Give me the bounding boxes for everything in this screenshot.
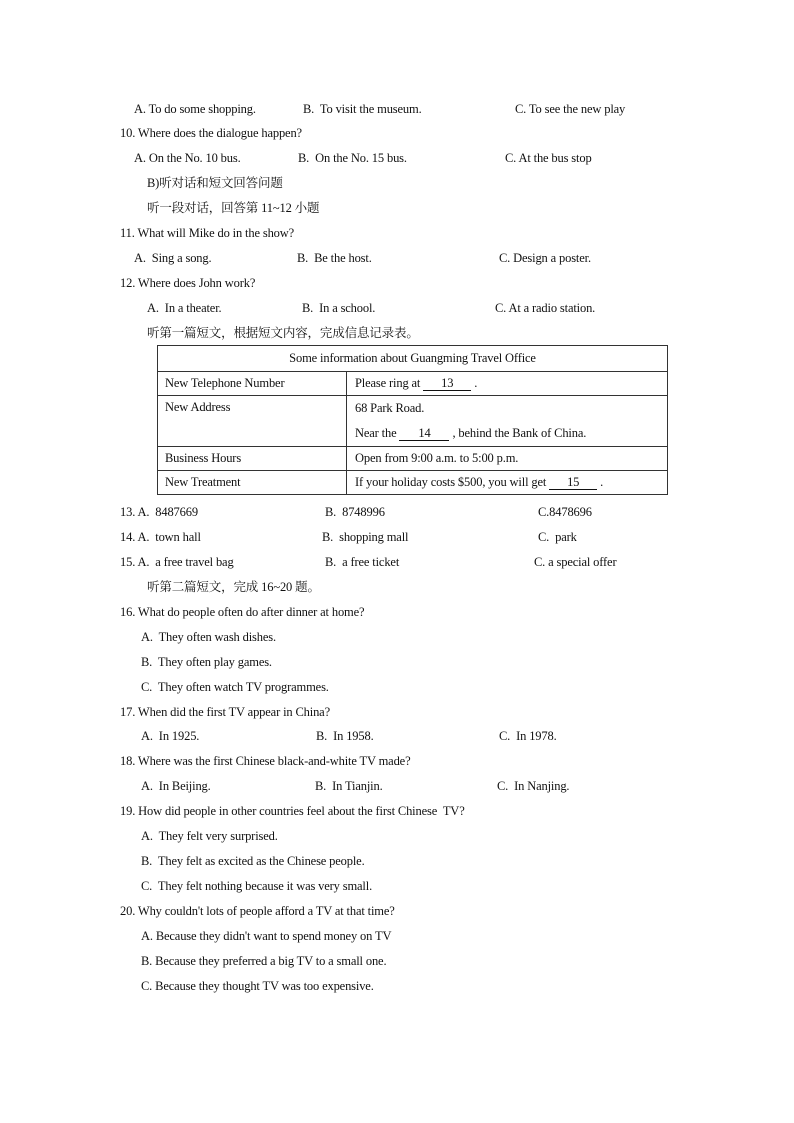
q11-option-a: A. Sing a song. [134, 251, 212, 265]
q12-option-c: C. At a radio station. [495, 301, 596, 315]
blank-15: 15 [549, 476, 597, 490]
q20-question: 20. Why couldn't lots of people afford a TV at that time? [120, 904, 395, 918]
q17-option-c: C. In 1978. [499, 729, 557, 743]
q16-option-c: C. They often watch TV programmes. [141, 680, 329, 694]
q18-option-a: A. In Beijing. [141, 779, 211, 793]
row-value-telephone: Please ring at 13 . [347, 372, 668, 396]
q20-option-c: C. Because they thought TV was too expensive. [141, 979, 374, 993]
q11-question: 11. What will Mike do in the show? [120, 226, 295, 240]
q14-option-b: B. shopping mall [322, 530, 409, 544]
q13-option-b: B. 8748996 [325, 505, 385, 519]
q16-option-b: B. They often play games. [141, 655, 272, 669]
section-b-title: B)听对话和短文回答问题 [147, 176, 283, 190]
q16-option-a: A. They often wash dishes. [141, 630, 276, 644]
q11-option-c: C. Design a poster. [499, 251, 591, 265]
row-value-hours: Open from 9:00 a.m. to 5:00 p.m. [347, 447, 668, 471]
q12-option-a: A. In a theater. [147, 301, 222, 315]
q12-question: 12. Where does John work? [120, 276, 256, 290]
q10-option-b: B. On the No. 15 bus. [298, 151, 407, 165]
q13-option-c: C.8478696 [538, 505, 592, 519]
q20-option-b: B. Because they preferred a big TV to a small one. [141, 954, 387, 968]
q16-question: 16. What do people often do after dinner at home? [120, 605, 365, 619]
q9-option-c: C. To see the new play [515, 102, 626, 116]
passage1-intro: 听第一篇短文，根据短文内容，完成信息记录表。 [147, 326, 419, 340]
row-value-address: 68 Park Road. Near the 14 , behind the Bank of China. [347, 396, 668, 447]
q10-option-a: A. On the No. 10 bus. [134, 151, 241, 165]
dialogue-intro: 听一段对话，回答第 11~12 小题 [147, 201, 320, 215]
q18-option-c: C. In Nanjing. [497, 779, 570, 793]
q15-option-a: 15. A. a free travel bag [120, 555, 234, 569]
q9-option-b: B. To visit the museum. [303, 102, 422, 116]
q17-option-b: B. In 1958. [316, 729, 374, 743]
row-key-address: New Address [158, 396, 347, 447]
q20-option-a: A. Because they didn't want to spend money on TV [141, 929, 392, 943]
passage2-intro: 听第二篇短文，完成 16~20 题。 [147, 580, 320, 594]
q19-option-c: C. They felt nothing because it was very small. [141, 879, 373, 893]
q9-option-a: A. To do some shopping. [134, 102, 256, 116]
row-key-telephone: New Telephone Number [158, 372, 347, 396]
blank-13: 13 [423, 377, 471, 391]
info-table [157, 345, 668, 495]
q15-option-b: B. a free ticket [325, 555, 400, 569]
q14-option-a: 14. A. town hall [120, 530, 201, 544]
q18-option-b: B. In Tianjin. [315, 779, 383, 793]
q19-option-a: A. They felt very surprised. [141, 829, 278, 843]
row-value-treatment: If your holiday costs $500, you will get 15 . [347, 471, 668, 495]
q19-question: 19. How did people in other countries feel about the first Chinese TV? [120, 804, 465, 818]
row-key-hours: Business Hours [158, 447, 347, 471]
q19-option-b: B. They felt as excited as the Chinese people. [141, 854, 365, 868]
q10-option-c: C. At the bus stop [505, 151, 592, 165]
info-table-caption: Some information about Guangming Travel Office [158, 346, 668, 372]
q17-question: 17. When did the first TV appear in China? [120, 705, 330, 719]
row-key-treatment: New Treatment [158, 471, 347, 495]
q17-option-a: A. In 1925. [141, 729, 200, 743]
q10-question: 10. Where does the dialogue happen? [120, 126, 302, 140]
q13-option-a: 13. A. 8487669 [120, 505, 198, 519]
q14-option-c: C. park [538, 530, 577, 544]
blank-14: 14 [399, 427, 449, 441]
q15-option-c: C. a special offer [534, 555, 617, 569]
q12-option-b: B. In a school. [302, 301, 376, 315]
q11-option-b: B. Be the host. [297, 251, 372, 265]
q18-question: 18. Where was the first Chinese black-and-white TV made? [120, 754, 411, 768]
